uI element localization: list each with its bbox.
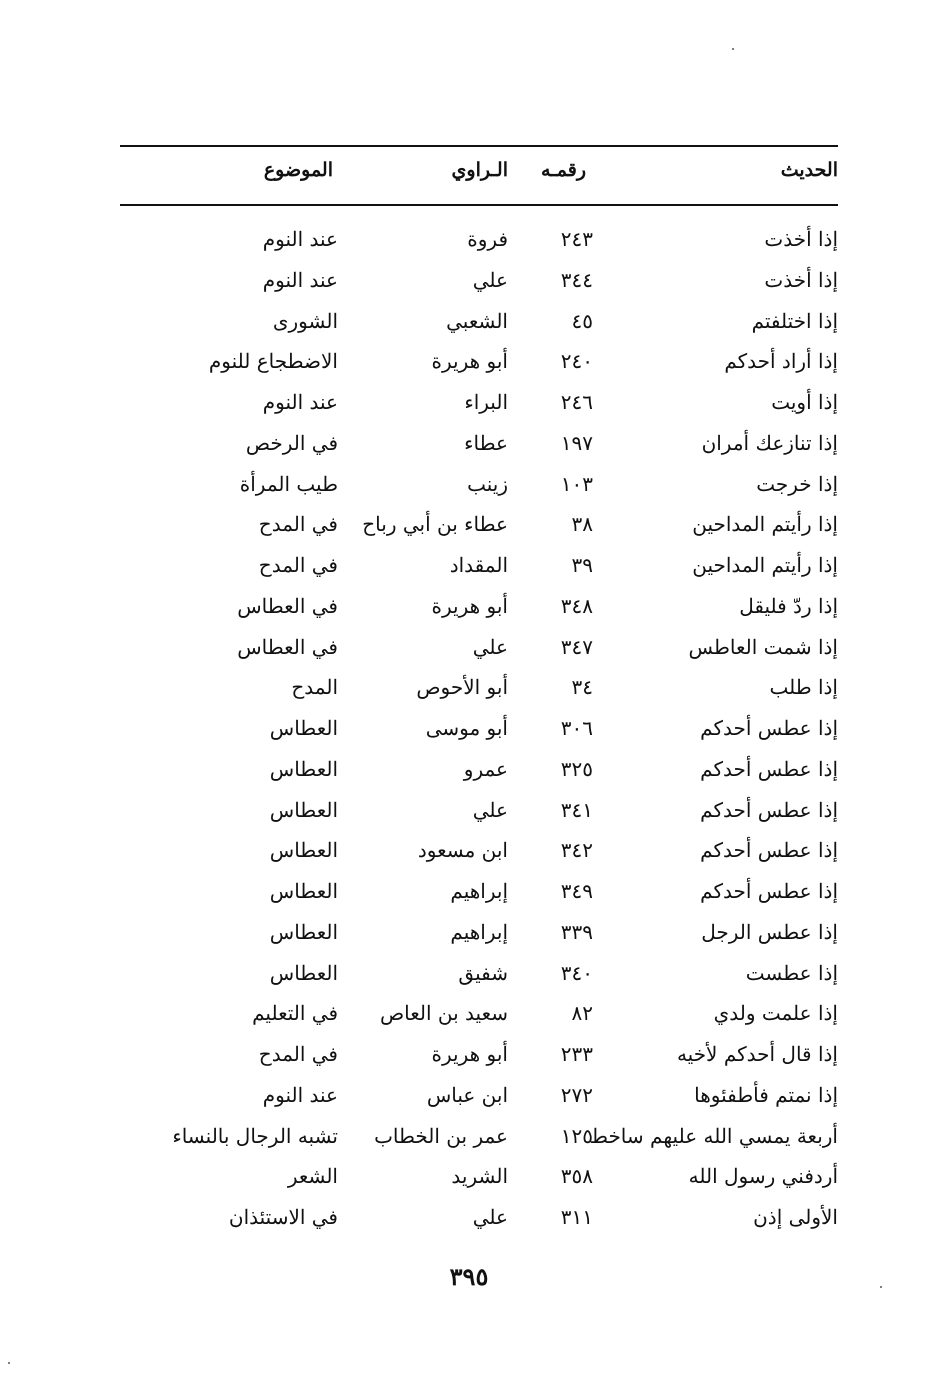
topic-cell: العطاس xyxy=(269,716,338,740)
table-row xyxy=(120,995,838,1031)
narrator-cell: البراء xyxy=(464,390,508,414)
table-header-rule xyxy=(120,204,838,206)
narrator-cell: الشعبي xyxy=(446,308,508,333)
narrator-cell: الشريد xyxy=(451,1164,508,1189)
hadith-cell: إذا عطس أحدكم xyxy=(700,797,838,822)
page-number: ٣٩٥ xyxy=(449,1262,489,1291)
hadith-cell: إذا رأيتم المداحين xyxy=(692,512,838,537)
number-cell: ١٠٣ xyxy=(560,471,593,496)
table-row xyxy=(120,384,838,420)
number-cell: ٣٥٨ xyxy=(560,1164,593,1189)
number-cell: ٢٧٢ xyxy=(560,1082,593,1107)
topic-cell: في المدح xyxy=(258,512,338,537)
topic-cell: الشعر xyxy=(287,1164,338,1189)
narrator-cell: أبو هريرة xyxy=(431,349,508,374)
topic-cell: العطاس xyxy=(269,919,338,944)
table-row xyxy=(120,955,838,991)
hadith-cell: إذا عطس أحدكم xyxy=(700,879,838,903)
narrator-cell: عمرو xyxy=(463,756,508,781)
number-cell: ٣٤٤ xyxy=(560,267,593,292)
hadith-cell: إذا أراد أحدكم xyxy=(724,349,838,374)
topic-cell: عند النوم xyxy=(262,1082,338,1107)
table-row xyxy=(120,466,838,502)
narrator-cell: ابن عباس xyxy=(426,1082,508,1107)
number-cell: ٢٣٣ xyxy=(560,1042,593,1066)
number-cell: ٤٥ xyxy=(571,308,593,333)
topic-cell: المدح xyxy=(291,675,338,700)
number-cell: ٣٤ xyxy=(571,675,593,700)
table-row xyxy=(120,262,838,298)
table-row xyxy=(120,1077,838,1113)
narrator-cell: فروة xyxy=(467,227,508,251)
hadith-cell: إذا خرجت xyxy=(756,471,838,496)
hadith-cell: إذا شمت العاطس xyxy=(688,634,838,659)
narrator-cell: ابن مسعود xyxy=(417,838,508,863)
hadith-cell: إذا نمتم فأطفئوها xyxy=(694,1082,838,1107)
hadith-cell: إذا أخذت xyxy=(764,227,838,251)
table-row xyxy=(120,343,838,379)
topic-cell: طيب المرأة xyxy=(239,471,338,496)
hadith-cell: أردفني رسول الله xyxy=(688,1164,838,1189)
number-cell: ٣٣٩ xyxy=(560,919,593,944)
topic-cell: في الاستئذان xyxy=(228,1205,338,1229)
hadith-cell: إذا أويت xyxy=(771,390,838,414)
table-top-rule xyxy=(120,145,838,147)
narrator-cell: أبو موسى xyxy=(425,716,508,740)
narrator-cell: علي xyxy=(472,634,508,659)
number-cell: ١٢٥ xyxy=(560,1123,593,1148)
hadith-cell: إذا رأيتم المداحين xyxy=(692,553,838,577)
scan-speck xyxy=(732,48,734,50)
topic-cell: في المدح xyxy=(258,553,338,577)
narrator-cell: عطاء xyxy=(464,430,508,455)
topic-cell: عند النوم xyxy=(262,227,338,251)
table-row xyxy=(120,669,838,705)
topic-cell: الاضطجاع للنوم xyxy=(208,349,338,374)
topic-cell: العطاس xyxy=(269,756,338,781)
number-cell: ٣٤٨ xyxy=(560,593,593,618)
hadith-cell: أربعة يمسي الله عليهم ساخط xyxy=(589,1123,838,1148)
number-cell: ٢٤٣ xyxy=(560,227,593,251)
topic-cell: العطاس xyxy=(269,879,338,903)
table-row xyxy=(120,1199,838,1235)
hadith-cell: الأولى إذن xyxy=(753,1205,838,1229)
table-row xyxy=(120,425,838,461)
header-number: رقمـه xyxy=(541,159,586,181)
topic-cell: عند النوم xyxy=(262,390,338,414)
narrator-cell: علي xyxy=(472,1205,508,1229)
hadith-cell: إذا علمت ولدي xyxy=(713,1001,838,1026)
number-cell: ٢٤٠ xyxy=(560,349,593,374)
narrator-cell: زينب xyxy=(467,471,508,496)
number-cell: ٣٢٥ xyxy=(560,756,593,781)
hadith-cell: إذا عطس أحدكم xyxy=(700,838,838,863)
narrator-cell: المقداد xyxy=(449,553,508,577)
topic-cell: في العطاس xyxy=(237,593,338,618)
table-row xyxy=(120,588,838,624)
topic-cell: العطاس xyxy=(269,797,338,822)
topic-cell: في العطاس xyxy=(237,634,338,659)
scan-speck xyxy=(880,1286,882,1288)
number-cell: ٣٤٧ xyxy=(560,634,593,659)
number-cell: ٣٠٦ xyxy=(560,716,593,740)
topic-cell: العطاس xyxy=(269,960,338,985)
number-cell: ٣٤١ xyxy=(560,797,593,822)
hadith-cell: إذا عطس أحدكم xyxy=(700,716,838,740)
header-hadith: الحديث xyxy=(780,159,838,181)
header-topic: الموضوع xyxy=(263,159,333,181)
number-cell: ٣١١ xyxy=(560,1205,593,1229)
table-row xyxy=(120,751,838,787)
narrator-cell: أبو الأحوص xyxy=(416,675,508,700)
scan-speck xyxy=(8,1362,10,1364)
table-row xyxy=(120,629,838,665)
table-row xyxy=(120,303,838,339)
narrator-cell: عطاء بن أبي رباح xyxy=(362,512,508,537)
narrator-cell: أبو هريرة xyxy=(431,1042,508,1066)
number-cell: ٣٤٢ xyxy=(560,838,593,863)
hadith-cell: إذا قال أحدكم لأخيه xyxy=(676,1042,838,1066)
hadith-cell: إذا تنازعك أمران xyxy=(701,430,838,455)
table-row xyxy=(120,832,838,868)
hadith-cell: إذا عطس الرجل xyxy=(701,919,838,944)
table-row xyxy=(120,506,838,542)
narrator-cell: شفيق xyxy=(458,960,508,985)
table-row xyxy=(120,914,838,950)
number-cell: ٣٤٠ xyxy=(560,960,593,985)
narrator-cell: أبو هريرة xyxy=(431,593,508,618)
table-row xyxy=(120,547,838,583)
narrator-cell: عمر بن الخطاب xyxy=(374,1123,508,1148)
number-cell: ٣٩ xyxy=(571,553,593,577)
table-row xyxy=(120,1118,838,1154)
number-cell: ٢٤٦ xyxy=(560,390,593,414)
topic-cell: في المدح xyxy=(258,1042,338,1066)
table-row xyxy=(120,792,838,828)
table-row xyxy=(120,1036,838,1072)
narrator-cell: علي xyxy=(472,797,508,822)
topic-cell: في الرخص xyxy=(245,430,338,455)
number-cell: ١٩٧ xyxy=(560,430,593,455)
topic-cell: عند النوم xyxy=(262,267,338,292)
narrator-cell: سعيد بن العاص xyxy=(379,1001,508,1026)
hadith-cell: إذا طلب xyxy=(769,675,838,700)
table-row xyxy=(120,873,838,909)
table-row xyxy=(120,1158,838,1194)
header-narrator: الـراوي xyxy=(451,159,508,181)
number-cell: ٣٤٩ xyxy=(560,879,593,903)
hadith-cell: إذا أخذت xyxy=(764,267,838,292)
narrator-cell: علي xyxy=(472,267,508,292)
table-header xyxy=(120,150,838,190)
topic-cell: الشورى xyxy=(272,308,338,333)
hadith-cell: إذا اختلفتم xyxy=(751,308,838,333)
hadith-cell: إذا ردّ فليقل xyxy=(739,593,838,618)
hadith-cell: إذا عطست xyxy=(745,960,838,985)
number-cell: ٨٢ xyxy=(571,1001,593,1026)
topic-cell: العطاس xyxy=(269,838,338,863)
narrator-cell: إبراهيم xyxy=(450,879,508,903)
number-cell: ٣٨ xyxy=(571,512,593,537)
table-row xyxy=(120,221,838,257)
table-row xyxy=(120,710,838,746)
topic-cell: في التعليم xyxy=(252,1001,338,1026)
topic-cell: تشبه الرجال بالنساء xyxy=(172,1123,338,1148)
hadith-cell: إذا عطس أحدكم xyxy=(700,756,838,781)
narrator-cell: إبراهيم xyxy=(450,919,508,944)
